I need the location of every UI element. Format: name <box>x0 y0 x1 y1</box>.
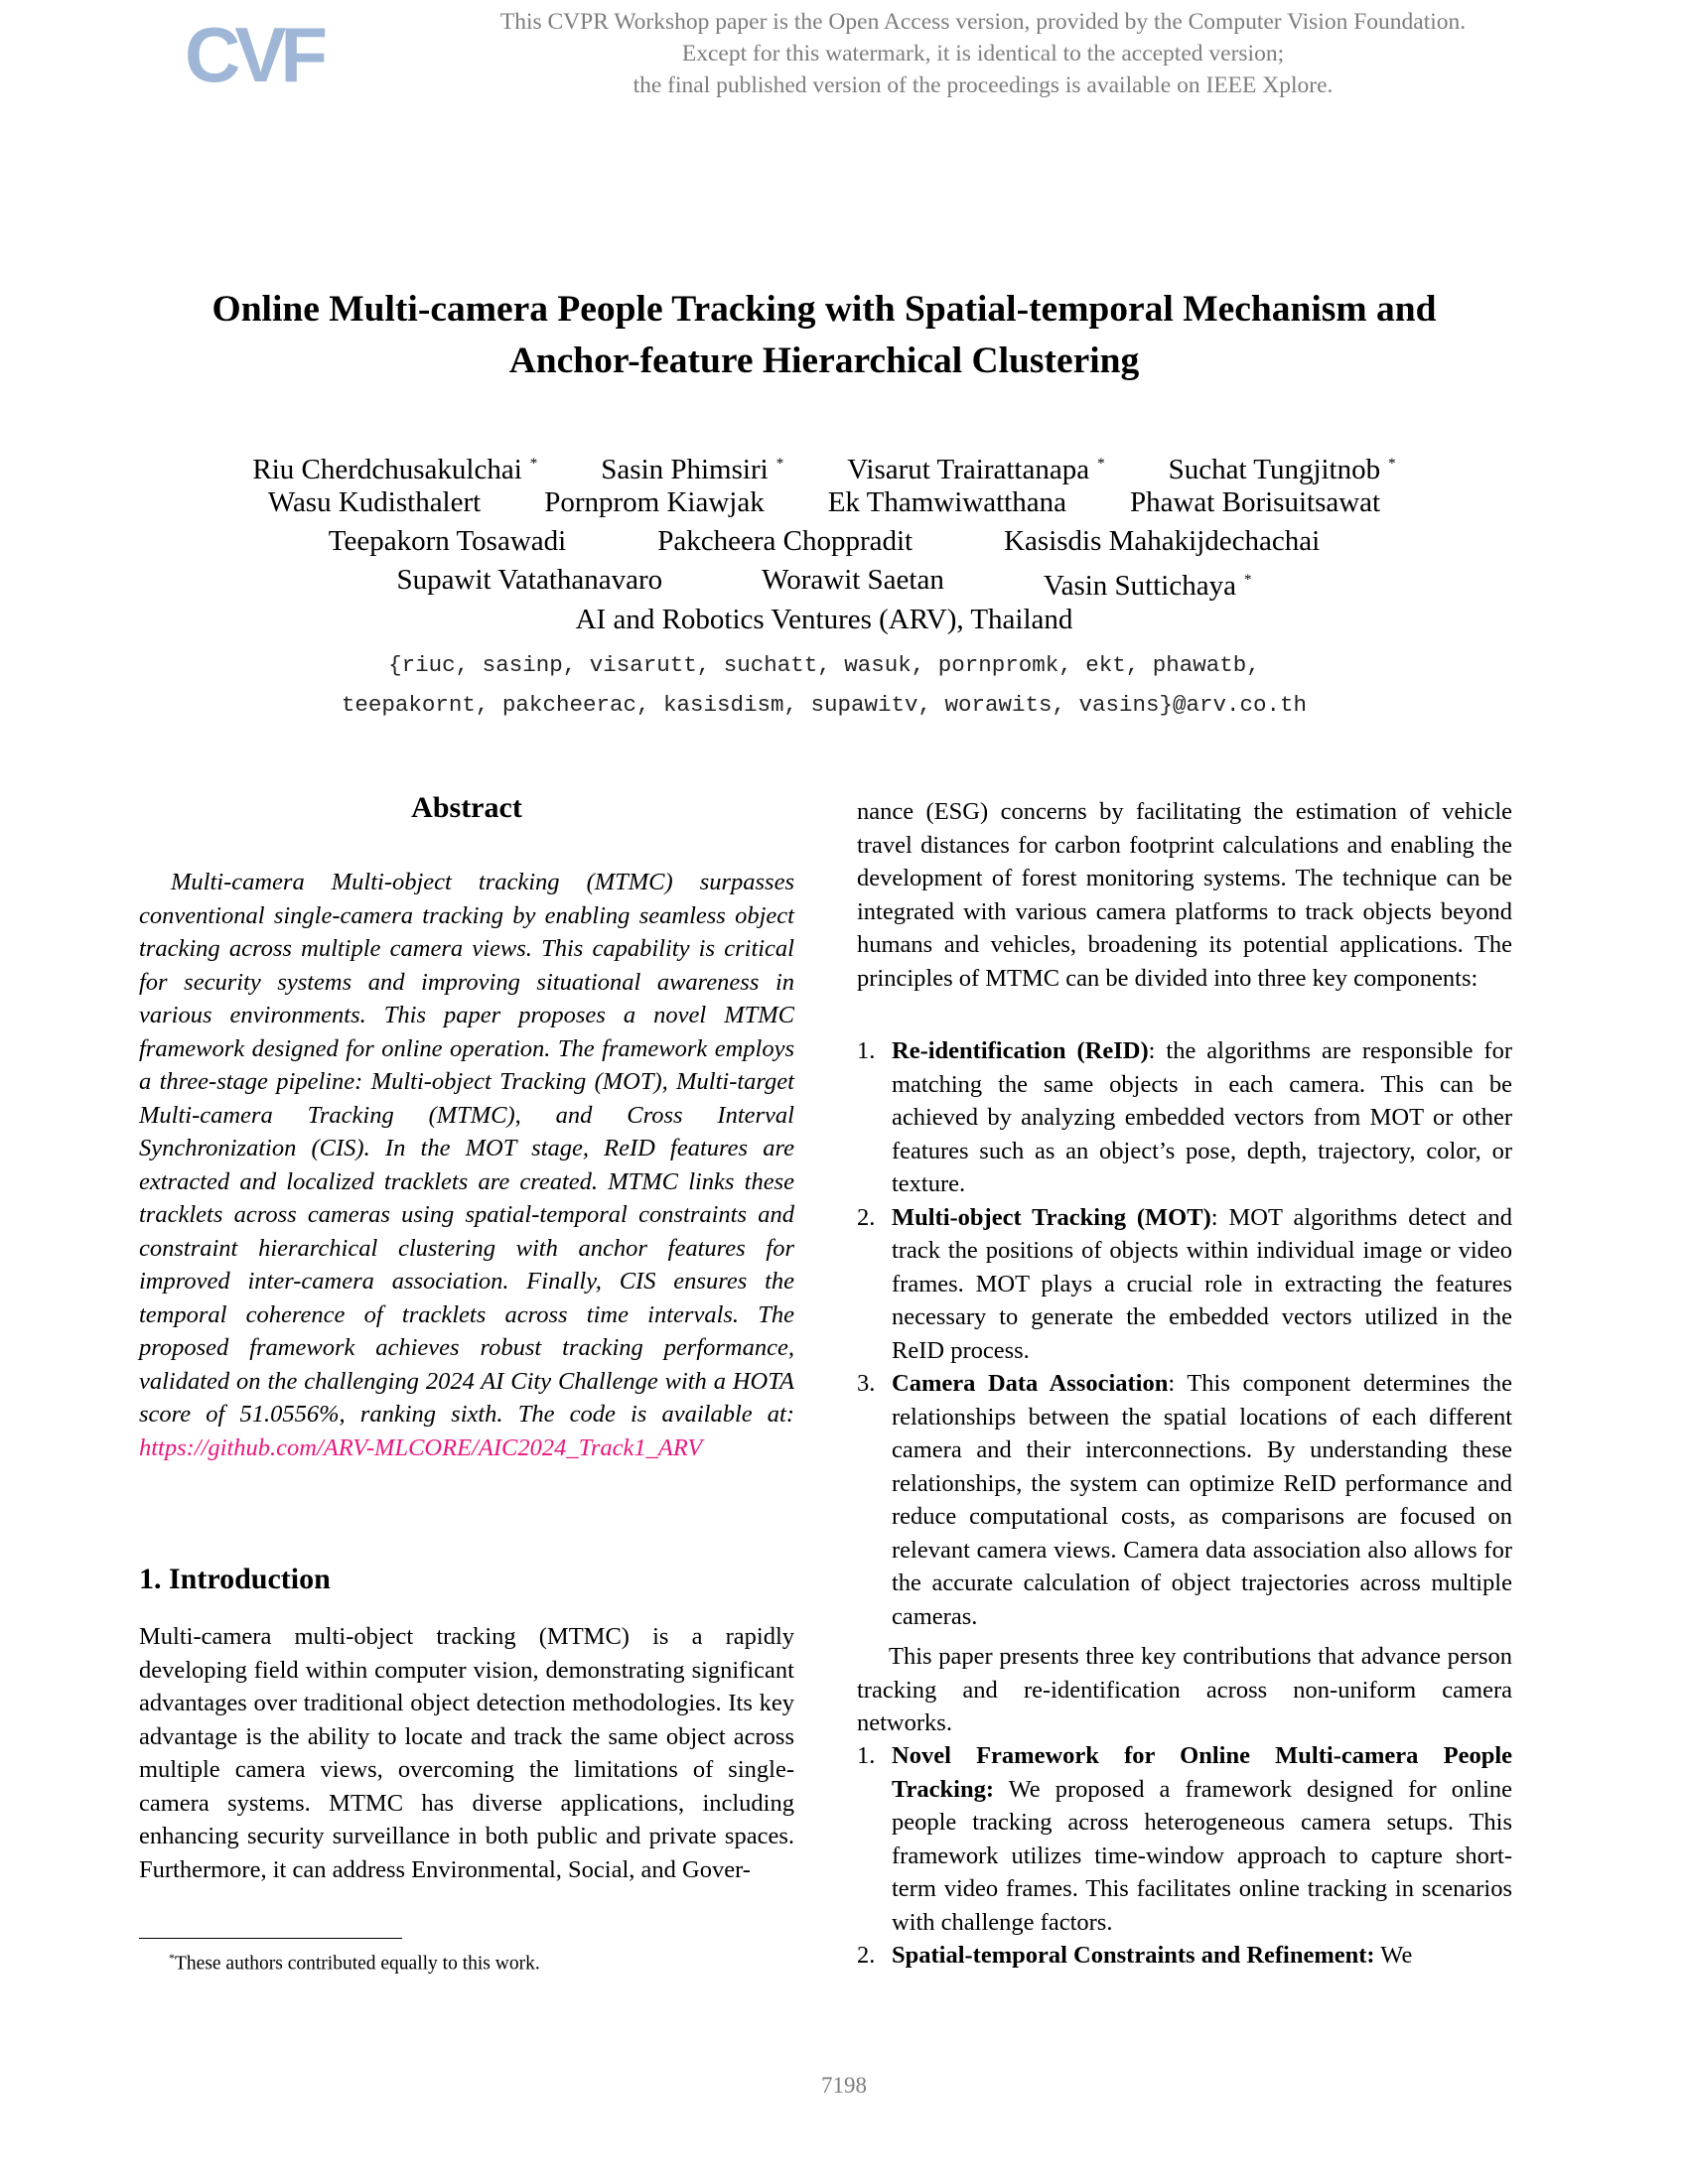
author: Phawat Borisuitsawat <box>1129 486 1381 518</box>
author: Kasisdis Mahakijdechachai <box>1004 525 1321 557</box>
email-line: teepakornt, pakcheerac, kasisdism, supawitv, worawits, vasins}@arv.co.th <box>341 692 1308 718</box>
author-row <box>99 522 1549 561</box>
list-item: 1. Re-identification (ReID): the algorithms are responsible for matching the same objects in each camera. This can be achieved by analyzing embedded vectors from MOT or other features such as an object’s pose, depth, trajectory, color, or texture. <box>857 1037 1512 1197</box>
footnote-mark: * <box>169 1951 175 1965</box>
abstract-heading: Abstract <box>411 791 522 824</box>
author: Supawit Vatathanavaro <box>396 564 663 596</box>
contributions-intro: This paper presents three key contributions that advance person tracking and re-identification across non-uniform camera networks. <box>857 1643 1512 1736</box>
author: Visarut Trairattanapa * <box>847 454 1105 485</box>
author: Riu Cherdchusakulchai * <box>252 454 538 485</box>
watermark-line: This CVPR Workshop paper is the Open Access version, provided by the Computer Vision Foundation. <box>499 9 1467 35</box>
list-item-term: Novel Framework for Online Multi-camera People Tracking: <box>892 1742 1512 1803</box>
author: Vasin Suttichaya * <box>1043 570 1252 602</box>
footnote <box>169 1944 540 1979</box>
author-block <box>99 445 1549 639</box>
email-line: {riuc, sasinp, visarutt, suchatt, wasuk, pornpromk, ekt, phawatb, <box>388 652 1260 678</box>
author-emails <box>99 645 1549 725</box>
title-line-2: Anchor-feature Hierarchical Clustering <box>508 341 1140 381</box>
author: Wasu Kudisthalert <box>267 486 482 518</box>
intro-continued-paragraph: nance (ESG) concerns by facilitating the estimation of vehicle travel distances for carbon footprint calculations and enabling the development of forest monitoring systems. The technique can be integrated with various camera platforms to track objects beyond humans and vehicles, broadening its potential applications. The principles of MTMC can be divided into three key components: <box>857 798 1512 992</box>
list-item: 2. Multi-object Tracking (MOT): MOT algorithms detect and track the positions of objects within individual image or video frames. MOT plays a crucial role in extracting the features necessary to generate the embedded vectors utilized in the ReID process. <box>857 1203 1512 1364</box>
paper-title <box>99 284 1549 387</box>
list-item-term: Multi-object Tracking (MOT) <box>892 1203 1211 1231</box>
author: Ek Thamwiwatthana <box>827 486 1066 518</box>
list-item-term: Re-identification (ReID) <box>892 1037 1149 1064</box>
watermark-line: Except for this watermark, it is identical to the accepted version; <box>681 41 1285 67</box>
footnote-text: These authors contributed equally to this work. <box>175 1953 540 1975</box>
mtmc-components-list <box>857 1034 1512 1633</box>
affiliation: AI and Robotics Ventures (ARV), Thailand <box>575 604 1073 635</box>
author: Teepakorn Tosawadi <box>328 525 567 557</box>
cvf-logo-text: CVF <box>185 11 322 98</box>
author: Suchat Tungjitnob * <box>1168 454 1396 485</box>
author: Pornprom Kiawjak <box>544 486 765 518</box>
author-row <box>99 561 1549 600</box>
author-row <box>99 445 1549 483</box>
list-item: 2. Spatial-temporal Constraints and Refinement: We <box>857 1942 1413 1969</box>
abstract-body: Multi-camera Multi-object tracking (MTMC) surpasses conventional single-camera tracking by enabling seamless object tracking across multiple camera views. This capability is critical for security systems and improving situational awareness in various environments. This paper proposes a novel MTMC framework designed for online operation. The framework employs a three-stage pipeline: Multi-object Tracking (MOT), Multi-target Multi-camera Tracking (MTMC), and Cross Interval Synchronization (CIS). In the MOT stage, ReID features are extracted and localized tracklets are created. MTMC links these tracklets across cameras using spatial-temporal constraints and constraint hierarchical clustering with anchor features for improved inter-camera association. Finally, CIS ensures the temporal coherence of tracklets across time intervals. The proposed framework achieves robust tracking performance, validated on the challenging 2024 AI City Challenge with a HOTA score of 51.0556%, ranking sixth. The code is available at: <box>139 869 794 1428</box>
footnote-divider <box>139 1938 402 1939</box>
introduction-heading: 1. Introduction <box>139 1563 331 1595</box>
author: Pakcheera Choppradit <box>657 525 914 557</box>
cvf-logo <box>185 11 322 98</box>
title-line-1: Online Multi-camera People Tracking with Spatial-temporal Mechanism and <box>211 289 1437 330</box>
list-item-term: Camera Data Association <box>892 1370 1169 1397</box>
list-item: 3. Camera Data Association: This component determines the relationships between the spatial locations of each different camera and their interconnections. By understanding these relationships, the system can optimize ReID performance and reduce computational costs, as comparisons are focused on relevant camera views. Camera data association also allows for the accurate calculation of object trajectories across multiple cameras. <box>857 1370 1512 1630</box>
list-item-term: Spatial-temporal Constraints and Refinement: <box>892 1942 1375 1969</box>
page-number: 7198 <box>821 2073 867 2098</box>
author-row <box>99 483 1549 522</box>
contributions-list <box>857 1739 1512 1973</box>
author: Sasin Phimsiri * <box>601 454 784 485</box>
abstract-text <box>139 866 794 1464</box>
code-link[interactable]: https://github.com/ARV-MLCORE/AIC2024_Track1_ARV <box>139 1433 703 1461</box>
watermark <box>377 6 1589 101</box>
watermark-line: the final published version of the proceedings is available on IEEE Xplore. <box>633 72 1334 98</box>
author: Worawit Saetan <box>762 564 944 596</box>
introduction-paragraph: Multi-camera multi-object tracking (MTMC) is a rapidly developing field within computer vision, demonstrating significant advantages over traditional object detection methodologies. Its key advantage is the ability to locate and track the same object across multiple camera views, overcoming the limitations of single-camera systems. MTMC has diverse applications, including enhancing security surveillance in both public and private spaces. Furthermore, it can address Environmental, Social, and Gover- <box>139 1623 794 1883</box>
list-item: 1. Novel Framework for Online Multi-camera People Tracking: We proposed a framework designed for online people tracking across heterogeneous camera setups. This framework utilizes time-window approach to capture short-term video frames. This facilitates online tracking in scenarios with challenge factors. <box>857 1742 1512 1936</box>
